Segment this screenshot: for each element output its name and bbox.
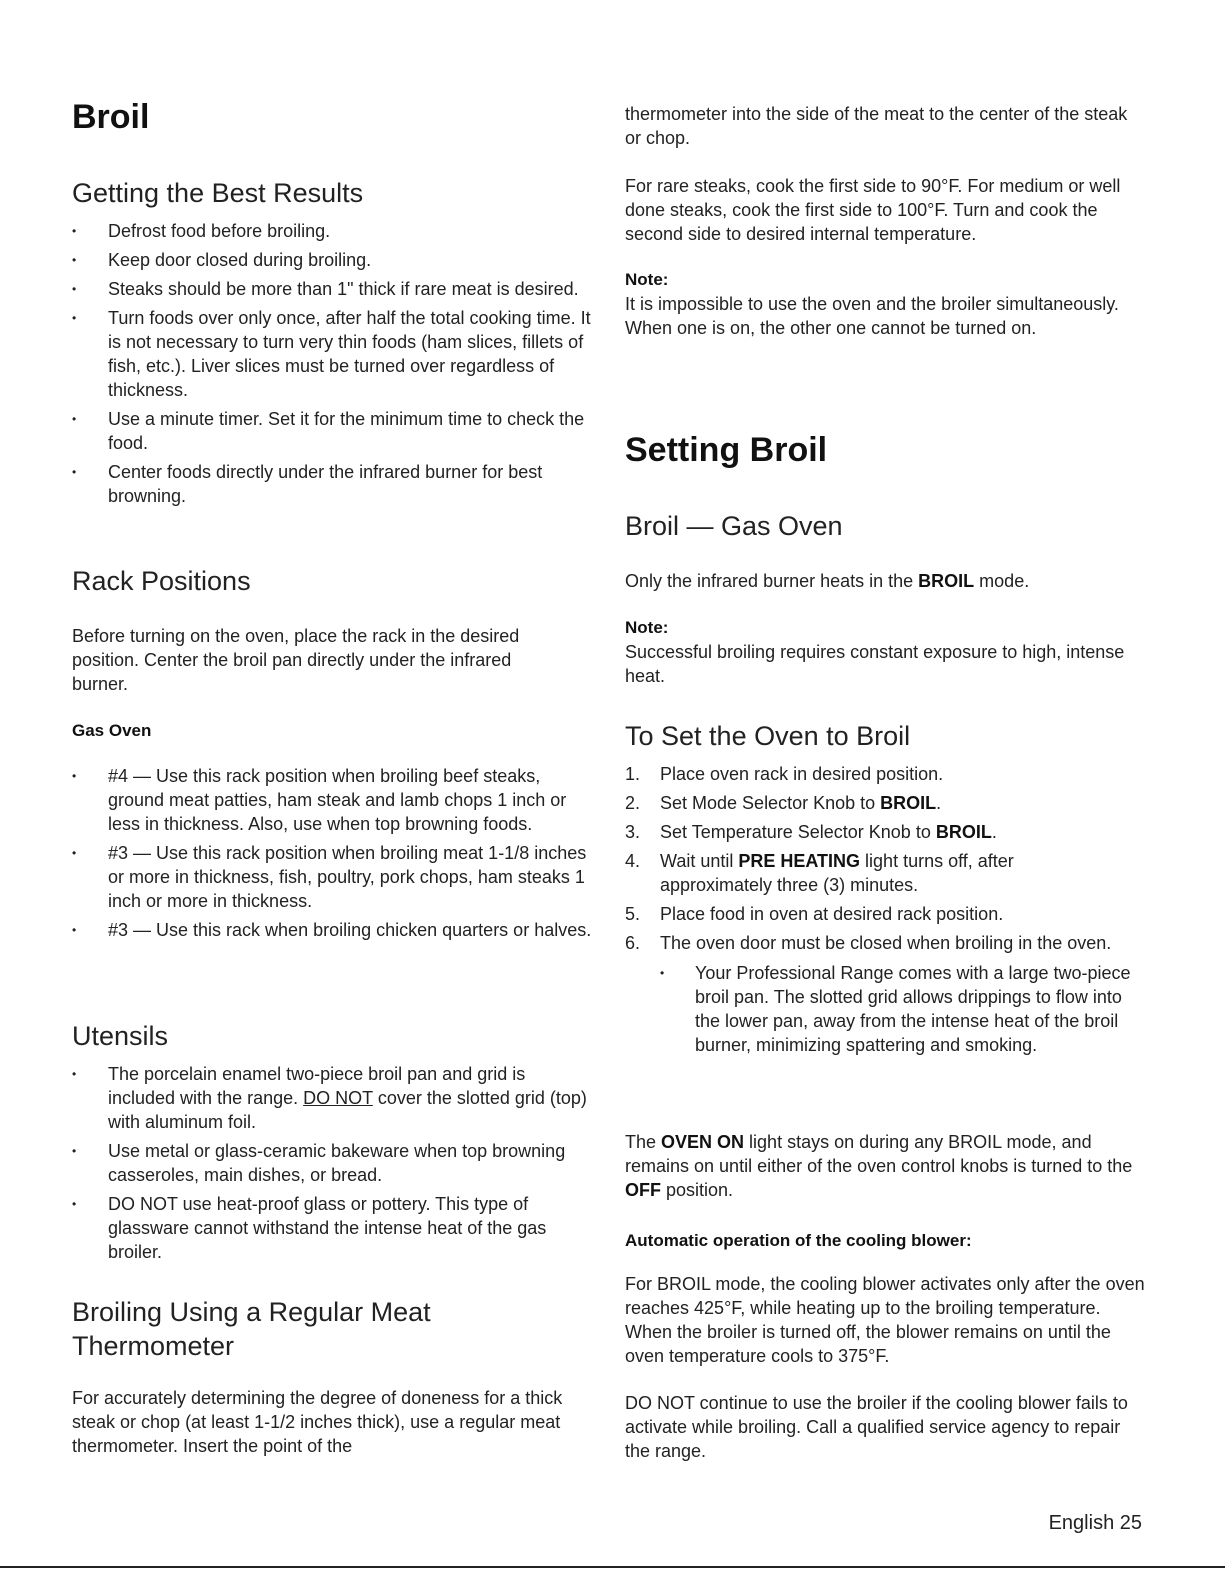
list-item: • Turn foods over only once, after half the total cooking time. It is not necessary to turn very thin foods (ham slices, fillets of fish, etc.). Liver slices must be turned over regardless of thickness.: [72, 306, 592, 402]
list-item: • Use a minute timer. Set it for the minimum time to check the food.: [72, 407, 592, 455]
list-item: • #4 — Use this rack position when broiling beef steaks, ground meat patties, ham steak and lamb chops 1 inch or less in thickness. Also, use when top browning foods.: [72, 764, 592, 836]
step-item: 5. Place food in oven at desired rack position.: [625, 904, 1004, 924]
step-item: 3. Set Temperature Selector Knob to BROIL.: [625, 822, 997, 842]
rare-steaks-text: For rare steaks, cook the first side to 90°F. For medium or well done steaks, cook the first side to 100°F. Turn and cook the second side to desired internal temperature.: [625, 176, 1121, 244]
do-not-continue-text: DO NOT continue to use the broiler if the cooling blower fails to activate while broiling. Call a qualified service agency to repair the range.: [625, 1393, 1128, 1461]
oven-on-text: The OVEN ON light stays on during any BROIL mode, and remains on until either of the oven control knobs is turned to the OFF position.: [625, 1132, 1133, 1200]
note-text: Successful broiling requires constant exposure to high, intense heat.: [625, 642, 1125, 686]
note-label: Note:: [625, 618, 669, 637]
list-item: • Keep door closed during broiling.: [72, 248, 592, 272]
step-item: 6. The oven door must be closed when broiling in the oven. • Your Professional Range comes with a large two-piece broil pan. The slotted grid allows drippings to flow into the lower pan, away from the intense heat of the broil burner, minimizing spattering and smoking.: [625, 931, 1150, 1057]
note-label: Note:: [625, 270, 669, 289]
list-item: • The porcelain enamel two-piece broil pan and grid is included with the range. DO NOT cover the slotted grid (top) with aluminum foil.: [72, 1062, 592, 1134]
note-text: It is impossible to use the oven and the broiler simultaneously. When one is on, the other one cannot be turned on.: [625, 294, 1119, 338]
step-sub-list: [660, 961, 1150, 1057]
setting-broil-title: Setting Broil: [625, 431, 828, 469]
broil-gas-oven-heading: Broil — Gas Oven: [625, 511, 843, 541]
list-item: • Steaks should be more than 1" thick if rare meat is desired.: [72, 277, 592, 301]
sub-list-item: • Your Professional Range comes with a large two-piece broil pan. The slotted grid allows drippings to flow into the lower pan, away from the intense heat of the broil burner, minimizing spattering and smoking.: [660, 961, 1150, 1057]
utensils-heading: Utensils: [72, 1021, 169, 1051]
utensils-list: [72, 1062, 592, 1269]
list-item: • #3 — Use this rack position when broiling meat 1-1/8 inches or more in thickness, fish, poultry, pork chops, ham steaks 1 inch or more in thickness.: [72, 841, 592, 913]
set-oven-heading: To Set the Oven to Broil: [625, 721, 911, 751]
best-results-heading: Getting the Best Results: [72, 178, 364, 208]
list-item: • Defrost food before broiling.: [72, 219, 592, 243]
set-oven-steps: [625, 762, 1150, 1062]
do-not-underlined: DO NOT: [303, 1088, 373, 1108]
infrared-burner-text: Only the infrared burner heats in the BROIL mode.: [625, 571, 1030, 591]
list-item: • #3 — Use this rack when broiling chicken quarters or halves.: [72, 918, 592, 942]
step-item: 4. Wait until PRE HEATING light turns off, after approximately three (3) minutes.: [625, 851, 1014, 895]
rack-list: [72, 764, 592, 947]
step-item: 1. Place oven rack in desired position.: [625, 764, 944, 784]
page-title: Broil: [72, 98, 150, 136]
bottom-rule: [0, 1566, 1225, 1568]
thermometer-body: For accurately determining the degree of doneness for a thick steak or chop (at least 1-1/2 inches thick), use a regular meat thermometer. Insert the point of the: [72, 1388, 563, 1456]
auto-blower-heading: Automatic operation of the cooling blower:: [625, 1231, 972, 1250]
rack-intro: Before turning on the oven, place the rack in the desired position. Center the broil pan directly under the infrared burner.: [72, 626, 520, 694]
step-item: 2. Set Mode Selector Knob to BROIL.: [625, 793, 942, 813]
rack-positions-heading: Rack Positions: [72, 566, 251, 596]
thermometer-continued: thermometer into the side of the meat to the center of the steak or chop.: [625, 104, 1128, 148]
list-item: • Use metal or glass-ceramic bakeware when top browning casseroles, main dishes, or bread.: [72, 1139, 592, 1187]
list-item: • DO NOT use heat-proof glass or pottery. This type of glassware cannot withstand the intense heat of the gas broiler.: [72, 1192, 592, 1264]
page-number: English 25: [1048, 1512, 1142, 1534]
list-item: • Center foods directly under the infrared burner for best browning.: [72, 460, 592, 508]
gas-oven-subheading: Gas Oven: [72, 721, 152, 740]
auto-blower-text: For BROIL mode, the cooling blower activates only after the oven reaches 425°F, while heating up to the broiling temperature. When the broiler is turned off, the blower remains on until the oven temperature cools to 375°F.: [625, 1274, 1145, 1366]
thermometer-heading: Broiling Using a Regular Meat Thermometer: [72, 1297, 431, 1361]
best-results-list: [72, 219, 592, 513]
